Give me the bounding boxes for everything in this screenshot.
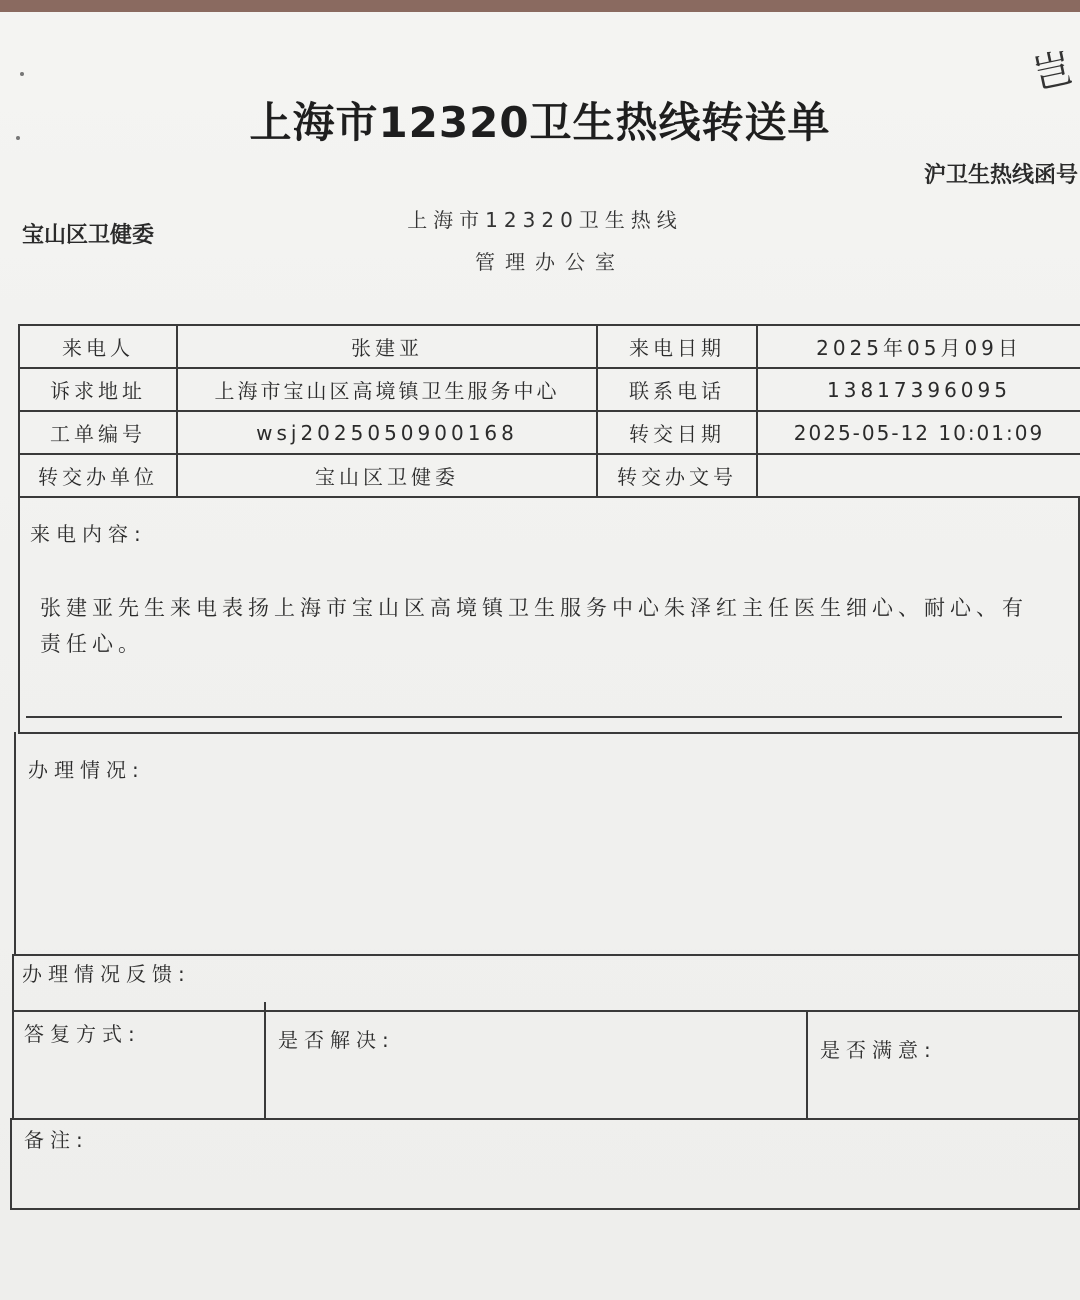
content-underline xyxy=(26,716,1062,718)
sender-office: 管理办公室 xyxy=(475,250,625,274)
reply-divider xyxy=(806,1012,808,1120)
handling-label: 办理情况: xyxy=(28,758,145,782)
phone-label: 联系电话 xyxy=(597,368,757,411)
remarks-label: 备注: xyxy=(24,1128,89,1152)
ticket-number-value: wsj2025050900168 xyxy=(177,411,597,454)
feedback-label: 办理情况反馈: xyxy=(22,962,191,986)
table-row xyxy=(19,411,1080,454)
call-content-text: 张建亚先生来电表扬上海市宝山区高境镇卫生服务中心朱泽红主任医生细心、耐心、有责任心。 xyxy=(40,596,1028,656)
reply-divider xyxy=(264,1002,266,1120)
handwritten-mark: 岂 xyxy=(1028,45,1078,99)
remarks-section xyxy=(10,1118,1080,1210)
document-number-value xyxy=(757,454,1080,497)
form-title: 上海市12320卫生热线转送单 xyxy=(249,98,831,147)
table-row xyxy=(19,368,1080,411)
call-date-label: 来电日期 xyxy=(597,325,757,368)
call-content-label: 来电内容: xyxy=(30,522,147,546)
document-number-label: 转交办文号 xyxy=(597,454,757,497)
paper-speck xyxy=(20,72,24,76)
address-value: 上海市宝山区高境镇卫生服务中心 xyxy=(177,368,597,411)
recipient-unit: 宝山区卫健委 xyxy=(22,223,155,248)
caller-value: 张建亚 xyxy=(177,325,597,368)
phone-value: 13817396095 xyxy=(757,368,1080,411)
ticket-number-label: 工单编号 xyxy=(19,411,177,454)
table-row xyxy=(19,325,1080,368)
caller-label: 来电人 xyxy=(19,325,177,368)
info-table xyxy=(18,324,1080,498)
sender-name: 上海市12320卫生热线 xyxy=(407,208,683,232)
address-label: 诉求地址 xyxy=(19,368,177,411)
transfer-form-sheet xyxy=(0,12,1080,1300)
satisfied-label: 是否满意: xyxy=(820,1038,937,1062)
table-row xyxy=(19,454,1080,497)
call-date-value: 2025年05月09日 xyxy=(757,325,1080,368)
letter-number-label: 沪卫生热线函号 xyxy=(923,163,1078,188)
transfer-date-label: 转交日期 xyxy=(597,411,757,454)
handling-section xyxy=(14,732,1080,956)
resolved-label: 是否解决: xyxy=(278,1028,395,1052)
handling-unit-label: 转交办单位 xyxy=(19,454,177,497)
reply-method-label: 答复方式: xyxy=(24,1022,141,1046)
transfer-date-value: 2025-05-12 10:01:09 xyxy=(757,411,1080,454)
handling-unit-value: 宝山区卫健委 xyxy=(177,454,597,497)
